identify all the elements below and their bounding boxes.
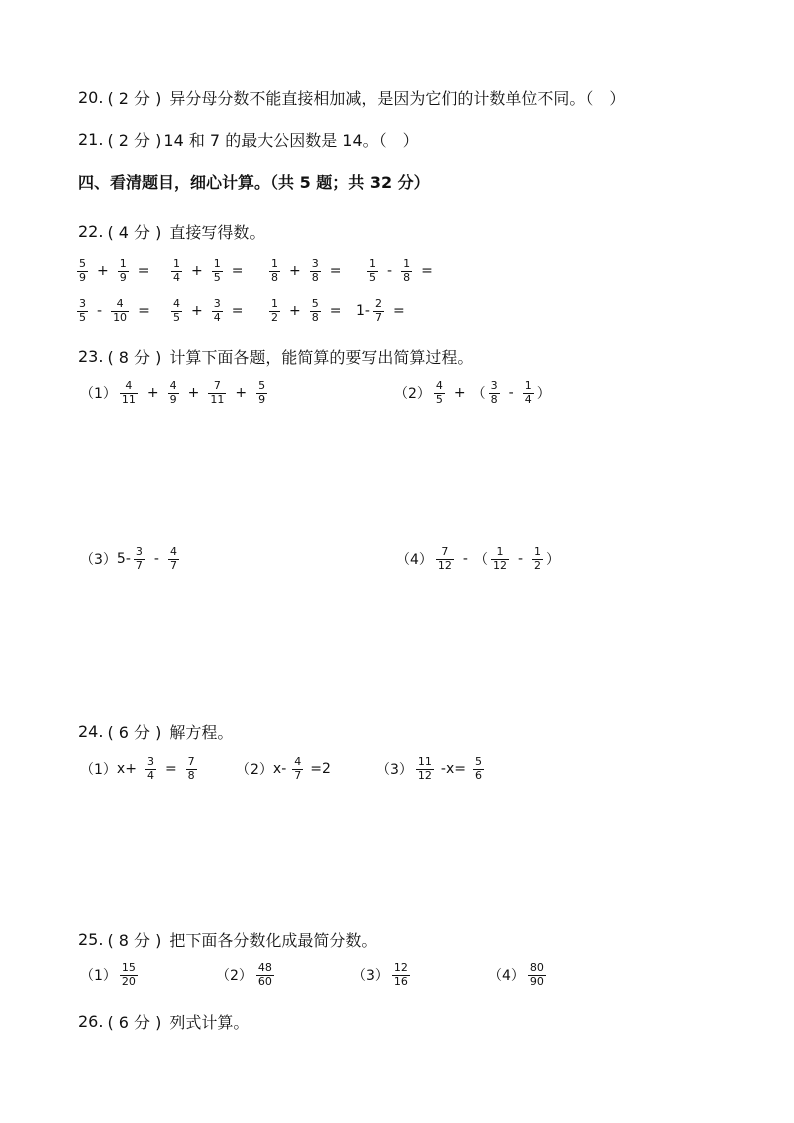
operator: -	[462, 551, 468, 567]
q23-item-3	[80, 546, 182, 572]
question-20	[78, 86, 625, 109]
operator: +	[453, 385, 466, 401]
question-22	[78, 220, 265, 243]
fraction: $\frac{15}{20}$	[121, 961, 136, 988]
question-score: ( 6 分 )	[107, 1013, 162, 1032]
q23-item-4	[396, 546, 560, 572]
fraction: $\frac{1}{8}$	[271, 257, 278, 284]
fraction: $\frac{7}{11}$	[210, 379, 225, 406]
question-score: ( 2 分 )	[107, 131, 162, 150]
fraction: $\frac{4}{7}$	[169, 545, 177, 572]
question-number: 24.	[78, 722, 104, 741]
item-label: （1）	[80, 762, 117, 778]
item-label: （3）	[352, 968, 389, 984]
mental-calc-item	[74, 298, 156, 324]
fraction: $\frac{7}{8}$	[187, 755, 195, 782]
equals-sign: =	[329, 263, 342, 279]
question-score: ( 8 分 )	[107, 348, 162, 367]
equals-sign: =	[421, 263, 433, 279]
question-21	[78, 128, 419, 151]
fraction: $\frac{3}{4}$	[146, 755, 154, 782]
fraction: $\frac{5}{8}$	[311, 297, 319, 324]
operator: +	[289, 303, 301, 319]
fraction: $\frac{1}{9}$	[119, 257, 127, 284]
fraction: $\frac{3}{4}$	[213, 297, 221, 324]
question-score: ( 4 分 )	[107, 223, 162, 242]
fraction: $\frac{1}{2}$	[271, 297, 278, 324]
operator: +	[187, 385, 200, 401]
simplify-item	[352, 962, 413, 988]
question-24	[78, 720, 233, 743]
operator: +	[289, 263, 301, 279]
simplify-item	[488, 962, 549, 988]
question-number: 26.	[78, 1012, 104, 1031]
question-number: 25.	[78, 930, 104, 949]
operator: -	[508, 385, 514, 401]
mental-calc-item	[356, 298, 411, 324]
mental-calc-item	[266, 298, 347, 324]
fraction: $\frac{48}{60}$	[257, 961, 272, 988]
expression-text: =2	[310, 761, 331, 777]
fraction: $\frac{5}{9}$	[79, 257, 86, 284]
fraction: $\frac{4}{7}$	[294, 755, 302, 782]
paren: （	[473, 552, 488, 568]
operator: -	[517, 551, 524, 567]
paren: （	[471, 386, 486, 402]
question-score: ( 8 分 )	[107, 931, 162, 950]
fraction: $\frac{4}{5}$	[173, 297, 180, 324]
operator: -	[387, 263, 393, 279]
operator: +	[191, 303, 203, 319]
fraction: $\frac{5}{6}$	[475, 755, 482, 782]
operator: +	[97, 263, 109, 279]
fraction: $\frac{3}{5}$	[79, 297, 86, 324]
question-text: 解方程。	[169, 723, 234, 742]
mental-calc-item	[364, 258, 439, 284]
equals-sign: =	[231, 303, 244, 319]
question-text: 列式计算。	[169, 1013, 250, 1032]
equals-sign: =	[392, 303, 405, 319]
question-text: 直接写得数。	[169, 223, 266, 242]
fraction: $\frac{1}{4}$	[524, 379, 532, 406]
equals-sign: =	[138, 303, 150, 319]
fraction: $\frac{1}{12}$	[492, 545, 507, 572]
q24-item-2	[236, 756, 331, 782]
item-label: （2）	[236, 762, 273, 778]
operator: +	[235, 385, 248, 401]
question-number: 21.	[78, 130, 104, 149]
q23-item-2	[394, 380, 551, 406]
question-25	[78, 928, 377, 951]
fraction: $\frac{3}{8}$	[311, 257, 319, 284]
fraction: $\frac{7}{12}$	[437, 545, 452, 572]
simplify-item	[80, 962, 141, 988]
fraction: $\frac{1}{8}$	[403, 257, 411, 284]
question-text: 14 和 7 的最大公因数是 14。（ ）	[163, 131, 419, 150]
fraction: $\frac{11}{12}$	[417, 755, 432, 782]
question-text: 把下面各分数化成最简分数。	[169, 931, 378, 950]
operator: -	[153, 551, 159, 567]
question-number: 22.	[78, 222, 104, 241]
mental-calc-item	[266, 258, 347, 284]
fraction: $\frac{4}{5}$	[435, 379, 443, 406]
q23-item-1	[80, 380, 270, 406]
equals-sign: =	[329, 303, 342, 319]
mental-calc-item	[168, 258, 249, 284]
question-number: 23.	[78, 347, 104, 366]
expression-text: 5-	[116, 551, 131, 567]
section-heading: 四、看清题目，细心计算。（共 5 题；共 32 分）	[78, 173, 430, 192]
fraction: $\frac{5}{9}$	[258, 379, 266, 406]
item-label: （2）	[394, 386, 431, 402]
fraction: $\frac{4}{9}$	[169, 379, 177, 406]
simplify-item	[216, 962, 277, 988]
item-label: （4）	[488, 968, 525, 984]
paren: ）	[546, 552, 561, 568]
item-label: （1）	[80, 968, 117, 984]
mental-calc-item	[74, 258, 155, 284]
item-label: （2）	[216, 968, 253, 984]
question-number: 20.	[78, 88, 104, 107]
fraction: $\frac{1}{2}$	[534, 545, 542, 572]
operator: -	[97, 303, 103, 319]
fraction: $\frac{2}{7}$	[374, 297, 382, 324]
operator: +	[146, 385, 159, 401]
fraction: $\frac{4}{10}$	[113, 297, 128, 324]
question-text: 异分母分数不能直接相加减，是因为它们的计数单位不同。（ ）	[169, 89, 626, 108]
fraction: $\frac{12}{16}$	[393, 961, 408, 988]
item-label: （3）	[376, 762, 413, 778]
expression-text: x-	[272, 761, 287, 777]
fraction: $\frac{1}{4}$	[173, 257, 180, 284]
fraction: $\frac{3}{8}$	[490, 379, 498, 406]
expression-text: x+	[116, 761, 137, 777]
equals-sign: =	[231, 263, 244, 279]
fraction: $\frac{80}{90}$	[529, 961, 544, 988]
question-score: ( 6 分 )	[107, 723, 162, 742]
question-score: ( 2 分 )	[107, 89, 162, 108]
operator: +	[191, 263, 203, 279]
expression-text: 1-	[356, 303, 370, 319]
question-26	[78, 1010, 249, 1033]
expression-text: -x=	[440, 761, 466, 777]
paren: ）	[536, 386, 551, 402]
fraction: $\frac{4}{11}$	[121, 379, 136, 406]
question-text: 计算下面各题，能简算的要写出简算过程。	[169, 348, 474, 367]
q24-item-3	[376, 756, 487, 782]
question-23	[78, 345, 473, 368]
mental-calc-item	[168, 298, 249, 324]
fraction: $\frac{1}{5}$	[213, 257, 221, 284]
fraction: $\frac{3}{7}$	[135, 545, 143, 572]
equals-sign: =	[137, 263, 150, 279]
item-label: （4）	[396, 552, 433, 568]
item-label: （3）	[80, 552, 117, 568]
q24-item-1	[80, 756, 200, 782]
fraction: $\frac{1}{5}$	[369, 257, 376, 284]
operator: =	[164, 761, 177, 777]
item-label: （1）	[80, 386, 117, 402]
